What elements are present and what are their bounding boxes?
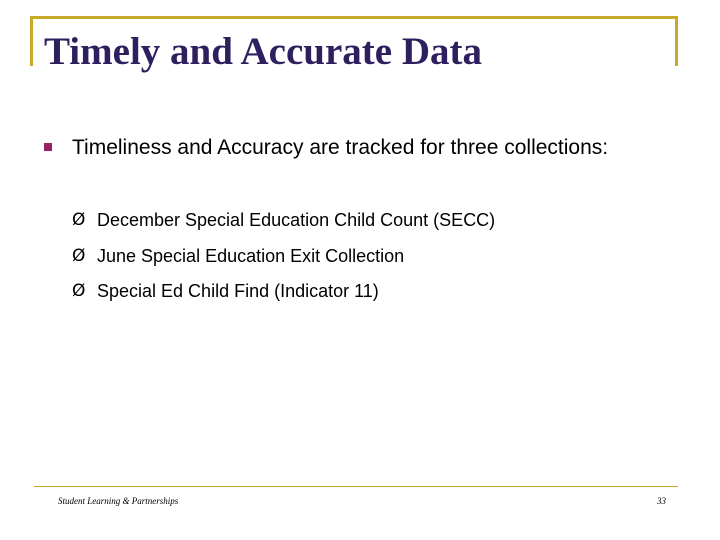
arrow-bullet-icon: Ø [72,246,86,266]
footer-organization: Student Learning & Partnerships [58,496,179,506]
sub-bullet-item [72,244,672,268]
sub-bullet-text: Special Ed Child Find (Indicator 11) [97,281,379,301]
sub-bullet-text: December Special Education Child Count (SECC) [97,210,496,230]
square-bullet-icon [44,143,52,151]
bullet-text: Timeliness and Accuracy are tracked for three collections: [72,136,609,159]
arrow-bullet-icon: Ø [72,281,86,301]
slide-title: Timely and Accurate Data [44,30,482,73]
footer-divider [34,486,678,487]
sub-bullet-item [72,279,672,303]
arrow-bullet-icon: Ø [72,210,86,230]
page-number: 33 [657,496,666,506]
sub-bullet-item [72,208,672,232]
sub-bullet-text: June Special Education Exit Collection [97,246,405,266]
